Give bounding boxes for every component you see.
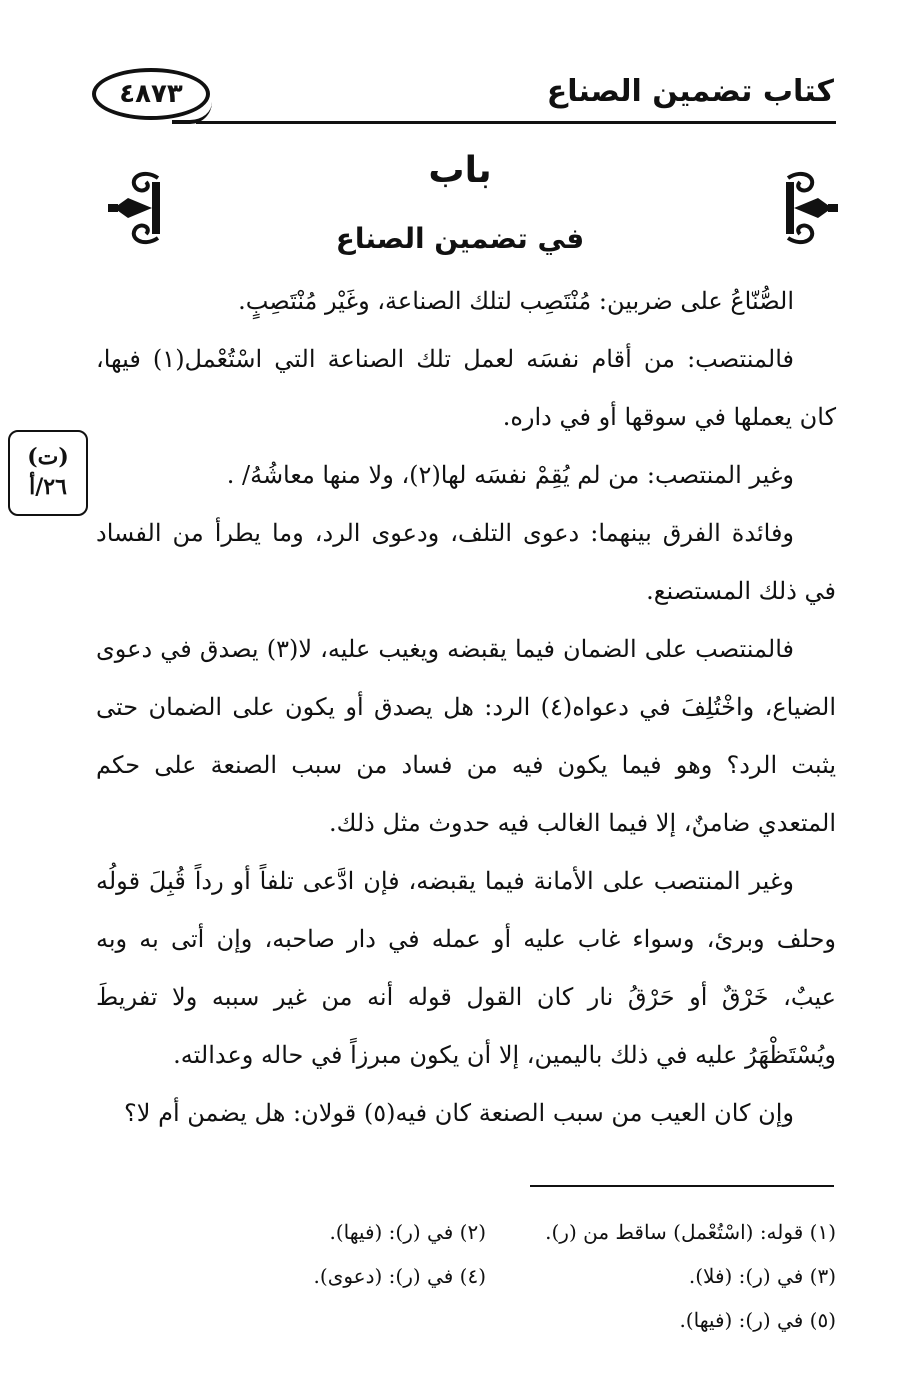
footnotes [96,1210,836,1342]
paragraph: وفائدة الفرق بينهما: دعوى التلف، ودعوى الرد، وما يطرأ من الفساد في ذلك المستصنع. [96,519,836,605]
page-number-badge [92,68,210,120]
chapter-heading: باب [428,150,492,191]
footnote: (٢) في (ر): (فيها). [329,1220,486,1244]
footnote: (٥) في (ر): (فيها). [679,1308,836,1332]
paragraph: وغير المنتصب: من لم يُقِمْ نفسَه لها(٢)، ولا منها معاشُهُ/ . [226,461,794,489]
manuscript-siglum: (ت) [27,444,69,471]
header-rule [196,121,836,124]
footnote: (٣) في (ر): (فلا). [688,1264,836,1288]
paragraph: فالمنتصب: من أقام نفسَه لعمل تلك الصناعة التي اسْتُعْمل(١) فيها، كان يعملها في سوقها أو في داره. [96,345,836,431]
chapter-title: في تضمين الصناع [335,222,585,255]
running-title: كتاب تضمين الصناع [546,74,834,109]
main-text [96,272,836,1142]
manuscript-reference-box [8,430,88,516]
paragraph: وإن كان العيب من سبب الصنعة كان فيه(٥) قولان: هل يضمن أم لا؟ [124,1099,794,1127]
footnote: (٤) في (ر): (دعوى). [313,1264,486,1288]
page-number: ٤٨٧٣ [119,79,183,109]
footnote: (١) قوله: (اسْتُعْمل) ساقط من (ر). [545,1220,836,1244]
paragraph: فالمنتصب على الضمان فيما يقبضه ويغيب عليه، لا(٣) يصدق في دعوى الضياع، واخْتُلِفَ في دعواه(٤) الرد: هل يصدق أو يكون على الضمان حتى يثبت الرد؟ وهو فيما يكون فيه من فساد من سبب الصنعة على حكم المتعدي ضامنٌ، إلا فيما الغالب فيه حدوث مثل ذلك. [96,635,836,837]
paragraph: الصُّنّاعُ على ضربين: مُنْتَصِب لتلك الصناعة، وغَيْر مُنْتَصِبٍ. [238,287,794,315]
manuscript-folio: ٢٦/أ [29,474,67,500]
footnote-separator [530,1185,834,1187]
paragraph: وغير المنتصب على الأمانة فيما يقبضه، فإن ادَّعى تلفاً أو رداً قُبِلَ قولُه وحلف وبرئ، وسواء غاب عليه أو عمله في دار صاحبه، وإن أتى به وبه عيبٌ، خَرْقٌ أو حَرْقُ نار كان القول قوله أنه من غير سببه ولا تفريطَ ويُسْتَظْهَرُ عليه في ذلك باليمين، إلا أن يكون مبرزاً في حاله وعدالته. [96,867,837,1069]
